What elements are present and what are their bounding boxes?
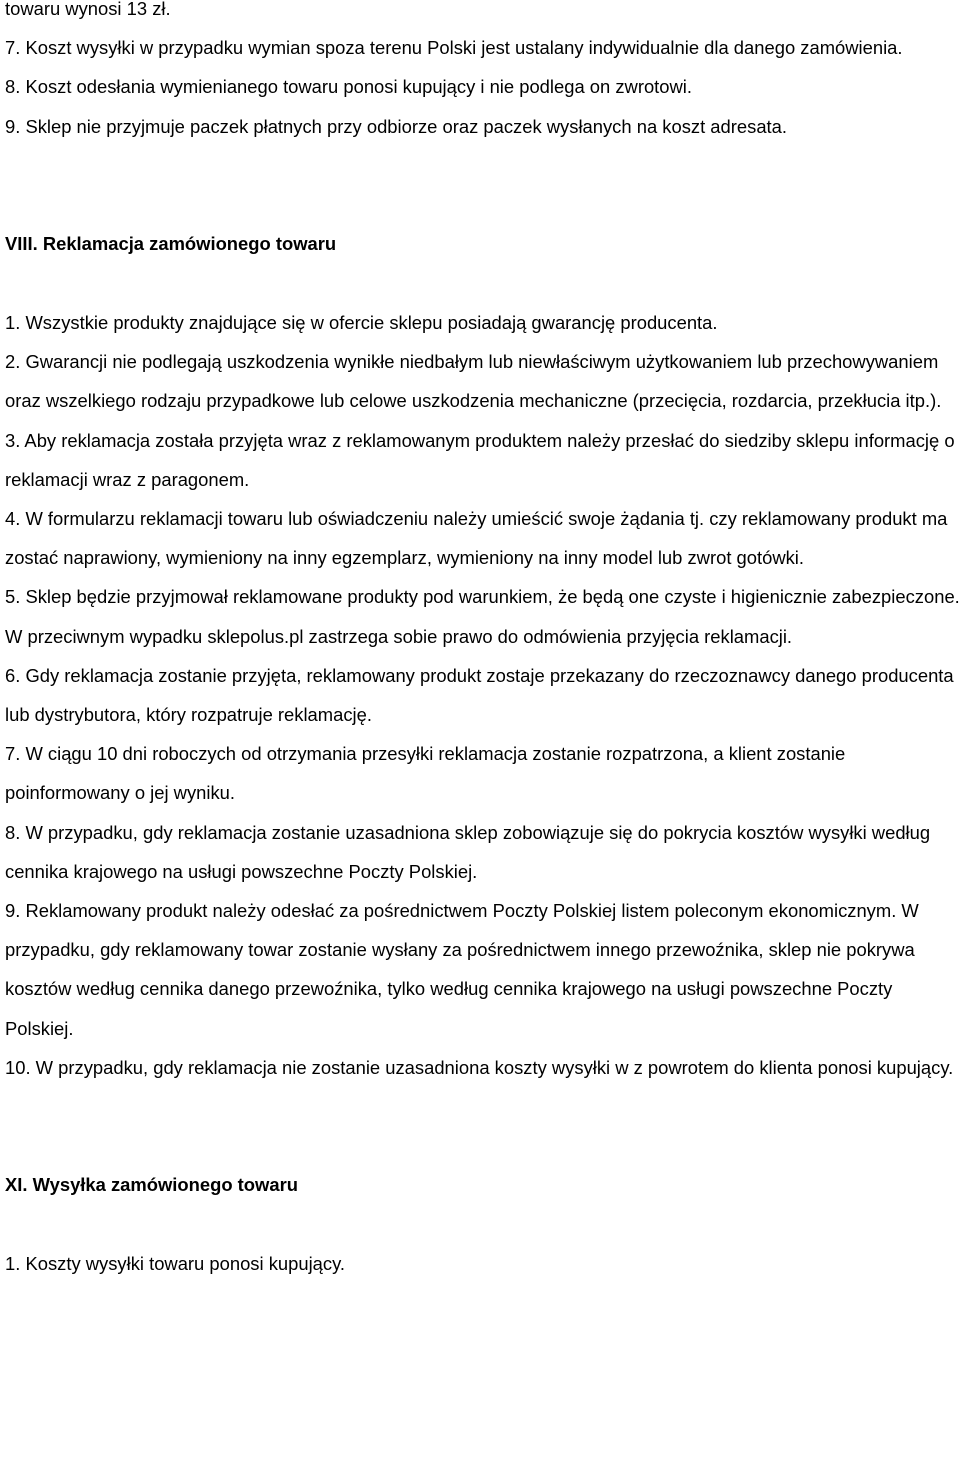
list-item: 1. Koszty wysyłki towaru ponosi kupujący. bbox=[5, 1253, 346, 1275]
clause-7: 7. Koszt wysyłki w przypadku wymian spoza terenu Polski jest ustalany indywidualnie dla danego zamówienia. bbox=[5, 37, 903, 59]
document-page bbox=[5, 0, 960, 1283]
list-item: 1. Wszystkie produkty znajdujące się w ofercie sklepu posiadają gwarancję producenta. bbox=[5, 312, 718, 334]
section-viii-list bbox=[5, 303, 960, 1087]
section-viii-heading: VIII. Reklamacja zamówionego towaru bbox=[5, 232, 337, 254]
list-item: 10. W przypadku, gdy reklamacja nie zostanie uzasadniona koszty wysyłki w z powrotem do klienta ponosi kupujący. bbox=[5, 1056, 954, 1078]
clause-9: 9. Sklep nie przyjmuje paczek płatnych przy odbiorze oraz paczek wysłanych na koszt adresata. bbox=[5, 115, 787, 137]
section-xi-list bbox=[5, 1244, 960, 1283]
list-item: 3. Aby reklamacja została przyjęta wraz z reklamowanym produktem należy przesłać do siedziby sklepu informację o reklamacji wraz z paragonem. bbox=[5, 429, 955, 490]
list-item: 7. W ciągu 10 dni roboczych od otrzymania przesyłki reklamacja zostanie rozpatrzona, a klient zostanie poinformowany o jej wyniku. bbox=[5, 743, 846, 804]
section-vii-continuation bbox=[5, 0, 960, 146]
list-item: 8. W przypadku, gdy reklamacja zostanie uzasadniona sklep zobowiązuje się do pokrycia kosztów wysyłki według cennika krajowego na usługi powszechne Poczty Polskiej. bbox=[5, 821, 931, 882]
list-item: 4. W formularzu reklamacji towaru lub oświadczeniu należy umieścić swoje żądania tj. czy reklamowany produkt ma zostać naprawiony, wymieniony na inny egzemplarz, wymieniony na inny model lub zwrot gotówki. bbox=[5, 508, 948, 569]
list-item: 9. Reklamowany produkt należy odesłać za pośrednictwem Poczty Polskiej listem poleconym ekonomicznym. W przypadku, gdy reklamowany towar zostanie wysłany za pośrednictwem innego przewoźnika, sklep nie pokrywa kosztów według cennika danego przewoźnika, tylko według cennika krajowego na usługi powszechne Poczty Polskiej. bbox=[5, 900, 919, 1039]
list-item: 6. Gdy reklamacja zostanie przyjęta, reklamowany produkt zostaje przekazany do rzeczoznawcy danego producenta lub dystrybutora, który rozpatruje reklamację. bbox=[5, 664, 954, 726]
section-xi-heading: XI. Wysyłka zamówionego towaru bbox=[5, 1174, 298, 1196]
list-item: 2. Gwarancji nie podlegają uszkodzenia wynikłe niedbałym lub niewłaściwym użytkowaniem lub przechowywaniem oraz wszelkiego rodzaju przypadkowe lub celowe uszkodzenia mechaniczne (przecięcia, rozdarcia, przekłucia itp.). bbox=[5, 351, 942, 412]
clause-8: 8. Koszt odesłania wymienianego towaru ponosi kupujący i nie podlega on zwrotowi. bbox=[5, 76, 692, 98]
list-item: 5. Sklep będzie przyjmował reklamowane produkty pod warunkiem, że będą one czyste i higienicznie zabezpieczone. W przeciwnym wypadku sklepolus.pl zastrzega sobie prawo do odmówienia przyjęcia reklamacji. bbox=[5, 586, 960, 647]
clause-6-tail: towaru wynosi 13 zł. bbox=[5, 0, 171, 19]
